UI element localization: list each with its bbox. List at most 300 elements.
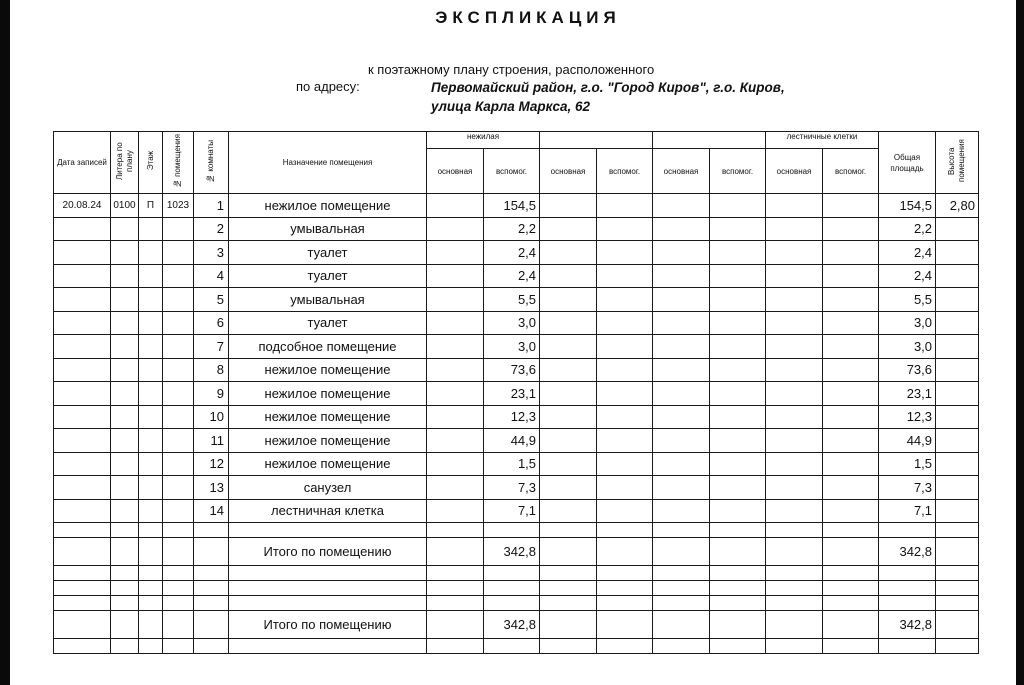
total-area: 3,0 [879, 335, 936, 359]
empty-cell [540, 358, 597, 382]
record-date [54, 264, 111, 288]
empty-cell [823, 382, 879, 406]
table-row [54, 241, 979, 265]
empty-cell [710, 335, 766, 359]
record-date [54, 499, 111, 523]
empty-cell [823, 596, 879, 611]
empty-cell [540, 476, 597, 500]
nonres-main [427, 452, 484, 476]
empty-cell [823, 311, 879, 335]
total-area: 2,4 [879, 264, 936, 288]
total-area: 12,3 [879, 405, 936, 429]
empty-row [54, 581, 979, 596]
nonres-main [427, 264, 484, 288]
table-row [54, 405, 979, 429]
empty-cell [766, 264, 823, 288]
empty-cell [653, 382, 710, 406]
table-row [54, 194, 979, 218]
header-date: Дата записей [54, 132, 111, 194]
empty-cell [229, 639, 427, 654]
empty-cell [163, 596, 194, 611]
nonres-main [427, 405, 484, 429]
empty-cell [597, 358, 653, 382]
empty-cell [710, 358, 766, 382]
header-group-empty-2 [653, 132, 766, 149]
header-premise-no: № помещения [163, 132, 194, 194]
empty-cell [163, 538, 194, 566]
empty-cell [879, 596, 936, 611]
empty-cell [111, 523, 139, 538]
nonres-main [427, 288, 484, 312]
nonres-main [427, 429, 484, 453]
record-litera [111, 429, 139, 453]
record-date [54, 288, 111, 312]
record-premise [163, 335, 194, 359]
empty-cell [710, 639, 766, 654]
room-height [936, 217, 979, 241]
record-premise: 1023 [163, 194, 194, 218]
record-litera [111, 405, 139, 429]
header-total-area: Общая площадь [879, 132, 936, 194]
record-date [54, 476, 111, 500]
nonres-aux: 7,1 [484, 499, 540, 523]
empty-cell [653, 566, 710, 581]
total-area: 44,9 [879, 429, 936, 453]
empty-cell [879, 639, 936, 654]
empty-cell [766, 241, 823, 265]
empty-cell [194, 639, 229, 654]
header-aux: вспомог. [823, 149, 879, 194]
nonres-main [427, 217, 484, 241]
record-premise [163, 217, 194, 241]
empty-cell [139, 581, 163, 596]
empty-cell [936, 538, 979, 566]
table-row [54, 476, 979, 500]
nonres-main [427, 358, 484, 382]
empty-cell [710, 452, 766, 476]
nonres-aux: 2,2 [484, 217, 540, 241]
empty-cell [540, 499, 597, 523]
empty-cell [540, 538, 597, 566]
empty-cell [710, 194, 766, 218]
record-litera [111, 499, 139, 523]
total-area: 3,0 [879, 311, 936, 335]
empty-cell [139, 538, 163, 566]
empty-cell [597, 611, 653, 639]
room-height [936, 405, 979, 429]
record-litera [111, 358, 139, 382]
empty-cell [540, 581, 597, 596]
total-area: 2,2 [879, 217, 936, 241]
record-floor [139, 452, 163, 476]
empty-row [54, 523, 979, 538]
empty-cell [540, 429, 597, 453]
total-area: 23,1 [879, 382, 936, 406]
header-group-nonresidential: нежилая [427, 132, 540, 149]
empty-cell [484, 581, 540, 596]
empty-cell [597, 566, 653, 581]
empty-cell [766, 476, 823, 500]
nonres-aux: 7,3 [484, 476, 540, 500]
empty-cell [427, 639, 484, 654]
room-number: 1 [194, 194, 229, 218]
empty-cell [653, 311, 710, 335]
record-litera [111, 335, 139, 359]
record-date [54, 217, 111, 241]
empty-cell [540, 217, 597, 241]
empty-cell [766, 611, 823, 639]
empty-cell [710, 538, 766, 566]
record-date [54, 429, 111, 453]
empty-cell [484, 639, 540, 654]
empty-cell [766, 288, 823, 312]
empty-cell [597, 499, 653, 523]
empty-cell [111, 566, 139, 581]
empty-cell [540, 639, 597, 654]
empty-cell [823, 358, 879, 382]
empty-cell [597, 405, 653, 429]
room-height: 2,80 [936, 194, 979, 218]
header-aux: вспомог. [710, 149, 766, 194]
grand-total-row [54, 611, 979, 639]
record-premise [163, 476, 194, 500]
empty-cell [139, 566, 163, 581]
empty-cell [710, 241, 766, 265]
table-row [54, 382, 979, 406]
room-number: 6 [194, 311, 229, 335]
nonres-main [427, 538, 484, 566]
record-floor [139, 476, 163, 500]
table-row [54, 452, 979, 476]
record-date [54, 335, 111, 359]
empty-cell [194, 523, 229, 538]
empty-cell [597, 217, 653, 241]
nonres-main [427, 241, 484, 265]
record-litera: 0100 [111, 194, 139, 218]
room-purpose: нежилое помещение [229, 452, 427, 476]
empty-cell [823, 523, 879, 538]
empty-cell [194, 596, 229, 611]
empty-cell [163, 611, 194, 639]
room-number: 8 [194, 358, 229, 382]
room-purpose: туалет [229, 264, 427, 288]
empty-row [54, 596, 979, 611]
nonres-aux: 154,5 [484, 194, 540, 218]
empty-cell [823, 429, 879, 453]
document-subtitle: к поэтажному плану строения, расположенного [368, 62, 655, 77]
empty-cell [194, 538, 229, 566]
nonres-aux: 3,0 [484, 311, 540, 335]
empty-cell [823, 405, 879, 429]
empty-cell [597, 264, 653, 288]
record-premise [163, 382, 194, 406]
empty-cell [653, 405, 710, 429]
room-purpose: нежилое помещение [229, 358, 427, 382]
record-premise [163, 452, 194, 476]
empty-cell [597, 335, 653, 359]
header-main: основная [427, 149, 484, 194]
room-height [936, 335, 979, 359]
total-area: 7,1 [879, 499, 936, 523]
empty-cell [540, 382, 597, 406]
scan-frame-right [1016, 0, 1024, 685]
total-area: 73,6 [879, 358, 936, 382]
empty-cell [653, 596, 710, 611]
empty-cell [540, 523, 597, 538]
address-line-1: Первомайский район, г.о. "Город Киров", г.о. Киров, [431, 80, 785, 95]
empty-cell [54, 639, 111, 654]
header-group-empty-1 [540, 132, 653, 149]
table-row [54, 217, 979, 241]
empty-cell [710, 217, 766, 241]
empty-cell [194, 581, 229, 596]
empty-cell [540, 335, 597, 359]
empty-cell [540, 241, 597, 265]
nonres-main [427, 311, 484, 335]
table-row [54, 288, 979, 312]
room-purpose: нежилое помещение [229, 194, 427, 218]
empty-cell [54, 523, 111, 538]
header-room-no: № комнаты [194, 132, 229, 194]
empty-cell [427, 523, 484, 538]
record-floor [139, 405, 163, 429]
table-row [54, 335, 979, 359]
empty-cell [823, 538, 879, 566]
empty-cell [163, 566, 194, 581]
nonres-aux: 12,3 [484, 405, 540, 429]
header-group-stairwells: лестничные клетки [766, 132, 879, 149]
room-purpose: санузел [229, 476, 427, 500]
record-premise [163, 311, 194, 335]
empty-cell [766, 538, 823, 566]
nonres-aux: 2,4 [484, 241, 540, 265]
empty-cell [111, 596, 139, 611]
empty-cell [54, 596, 111, 611]
empty-cell [229, 581, 427, 596]
empty-cell [710, 382, 766, 406]
scan-frame-left [0, 0, 10, 685]
empty-cell [597, 639, 653, 654]
record-date [54, 358, 111, 382]
empty-cell [710, 429, 766, 453]
empty-cell [597, 194, 653, 218]
empty-cell [54, 538, 111, 566]
table-body [54, 194, 979, 654]
empty-cell [540, 611, 597, 639]
subtotal-row [54, 538, 979, 566]
explication-table [53, 131, 979, 654]
table-row [54, 264, 979, 288]
record-floor: П [139, 194, 163, 218]
empty-cell [163, 639, 194, 654]
record-premise [163, 405, 194, 429]
empty-cell [766, 335, 823, 359]
record-litera [111, 476, 139, 500]
header-floor: Этаж [139, 132, 163, 194]
record-litera [111, 452, 139, 476]
record-premise [163, 288, 194, 312]
empty-cell [823, 241, 879, 265]
empty-cell [936, 523, 979, 538]
empty-cell [710, 311, 766, 335]
empty-cell [823, 639, 879, 654]
nonres-main [427, 382, 484, 406]
nonres-main [427, 476, 484, 500]
empty-cell [879, 523, 936, 538]
room-height [936, 499, 979, 523]
record-premise [163, 429, 194, 453]
record-litera [111, 311, 139, 335]
nonres-main [427, 335, 484, 359]
empty-cell [766, 499, 823, 523]
empty-cell [823, 499, 879, 523]
room-height [936, 476, 979, 500]
empty-cell [54, 581, 111, 596]
record-premise [163, 499, 194, 523]
empty-cell [427, 566, 484, 581]
record-floor [139, 358, 163, 382]
total-area: 7,3 [879, 476, 936, 500]
room-purpose: умывальная [229, 288, 427, 312]
room-purpose: нежилое помещение [229, 382, 427, 406]
empty-cell [540, 288, 597, 312]
room-number: 13 [194, 476, 229, 500]
empty-cell [710, 476, 766, 500]
nonres-aux: 5,5 [484, 288, 540, 312]
empty-cell [194, 611, 229, 639]
room-height [936, 288, 979, 312]
record-litera [111, 264, 139, 288]
empty-cell [484, 596, 540, 611]
empty-cell [111, 538, 139, 566]
empty-cell [597, 382, 653, 406]
empty-cell [653, 241, 710, 265]
empty-cell [540, 311, 597, 335]
table-row [54, 358, 979, 382]
room-number: 14 [194, 499, 229, 523]
empty-cell [653, 217, 710, 241]
record-floor [139, 288, 163, 312]
empty-cell [540, 566, 597, 581]
room-number: 10 [194, 405, 229, 429]
empty-cell [710, 596, 766, 611]
header-aux: вспомог. [597, 149, 653, 194]
address-label: по адресу: [296, 79, 360, 94]
empty-cell [653, 538, 710, 566]
empty-cell [653, 264, 710, 288]
record-litera [111, 288, 139, 312]
table-row [54, 311, 979, 335]
empty-cell [653, 523, 710, 538]
empty-cell [427, 581, 484, 596]
empty-cell [163, 523, 194, 538]
empty-cell [766, 581, 823, 596]
nonres-aux: 2,4 [484, 264, 540, 288]
total-label: Итого по помещению [229, 611, 427, 639]
empty-cell [139, 523, 163, 538]
empty-cell [710, 611, 766, 639]
empty-cell [766, 382, 823, 406]
empty-cell [597, 581, 653, 596]
header-main: основная [540, 149, 597, 194]
room-number: 2 [194, 217, 229, 241]
empty-cell [597, 476, 653, 500]
empty-cell [540, 596, 597, 611]
document-title: ЭКСПЛИКАЦИЯ [435, 8, 621, 27]
empty-cell [229, 596, 427, 611]
empty-cell [540, 405, 597, 429]
room-number: 9 [194, 382, 229, 406]
empty-cell [710, 405, 766, 429]
empty-cell [484, 566, 540, 581]
record-date [54, 452, 111, 476]
nonres-aux: 73,6 [484, 358, 540, 382]
record-litera [111, 241, 139, 265]
record-date [54, 405, 111, 429]
empty-cell [766, 639, 823, 654]
empty-cell [823, 476, 879, 500]
empty-cell [540, 194, 597, 218]
record-floor [139, 311, 163, 335]
room-purpose: туалет [229, 241, 427, 265]
room-height [936, 382, 979, 406]
empty-cell [766, 194, 823, 218]
empty-cell [163, 581, 194, 596]
empty-cell [823, 566, 879, 581]
empty-cell [766, 311, 823, 335]
empty-cell [936, 611, 979, 639]
header-main: основная [766, 149, 823, 194]
room-purpose: нежилое помещение [229, 405, 427, 429]
empty-cell [229, 566, 427, 581]
empty-cell [766, 596, 823, 611]
empty-cell [823, 217, 879, 241]
empty-cell [936, 596, 979, 611]
empty-cell [936, 639, 979, 654]
empty-cell [597, 429, 653, 453]
table-row [54, 429, 979, 453]
total-area: 2,4 [879, 241, 936, 265]
room-height [936, 311, 979, 335]
record-date [54, 382, 111, 406]
empty-cell [823, 194, 879, 218]
nonres-aux: 44,9 [484, 429, 540, 453]
record-floor [139, 382, 163, 406]
empty-cell [710, 264, 766, 288]
record-premise [163, 264, 194, 288]
empty-cell [653, 611, 710, 639]
empty-cell [597, 596, 653, 611]
record-floor [139, 429, 163, 453]
header-litera: Литера по плану [111, 132, 139, 194]
empty-cell [766, 358, 823, 382]
empty-cell [710, 566, 766, 581]
empty-cell [484, 523, 540, 538]
empty-cell [54, 611, 111, 639]
empty-row [54, 639, 979, 654]
room-number: 11 [194, 429, 229, 453]
empty-cell [111, 611, 139, 639]
empty-cell [766, 217, 823, 241]
total-label: Итого по помещению [229, 538, 427, 566]
empty-cell [653, 429, 710, 453]
empty-cell [653, 335, 710, 359]
empty-cell [766, 405, 823, 429]
empty-cell [111, 581, 139, 596]
empty-cell [597, 452, 653, 476]
empty-cell [936, 566, 979, 581]
record-date [54, 241, 111, 265]
